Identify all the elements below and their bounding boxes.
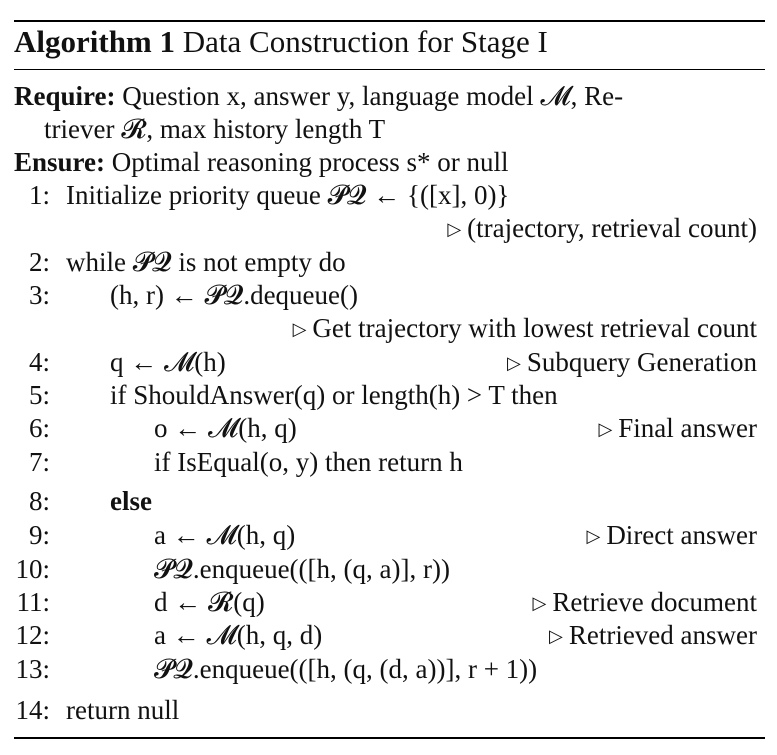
require-line-2 <box>44 113 385 145</box>
line-number: 7: <box>28 447 50 477</box>
algorithm-label: Algorithm 1 <box>14 24 176 59</box>
comment-text: Retrieve document <box>552 587 757 617</box>
line-number: 3: <box>28 280 50 310</box>
line-number: 5: <box>28 380 50 410</box>
code-line: a ← 𝓜(h, q, d) <box>154 620 323 650</box>
comment <box>549 619 757 652</box>
line-number: 4: <box>28 347 50 377</box>
code-line: a ← 𝓜(h, q) <box>154 520 296 550</box>
comment-text: Final answer <box>618 413 757 443</box>
comment <box>447 212 757 245</box>
comment-text: (trajectory, retrieval count) <box>467 213 757 243</box>
comment-text: Get trajectory with lowest retrieval count <box>312 313 757 343</box>
code-line: q ← 𝓜(h) <box>110 347 226 377</box>
code-line: 𝓟𝓠.enqueue(([h, (q, (d, a))], r + 1)) <box>154 654 538 684</box>
line-number: 2: <box>28 247 50 277</box>
line-number: 1: <box>28 180 50 210</box>
ensure-text: Optimal reasoning process s* or null <box>111 147 509 177</box>
comment-text: Retrieved answer <box>568 620 757 650</box>
require-keyword: Require: <box>14 81 116 111</box>
triangle-right-icon: ▷ <box>586 526 601 546</box>
triangle-right-icon: ▷ <box>548 626 563 646</box>
code-line: (h, r) ← 𝓟𝓠.dequeue() <box>110 280 359 310</box>
comment-text: Direct answer <box>606 520 757 550</box>
triangle-right-icon: ▷ <box>506 353 521 373</box>
code-line: 𝓟𝓠.enqueue(([h, (q, a)], r)) <box>154 554 450 584</box>
require-text-1: Question x, answer y, language model 𝓜, Re- <box>122 81 624 111</box>
comment <box>507 346 757 379</box>
require-line-1 <box>14 80 623 112</box>
line-number: 12: <box>15 620 50 650</box>
algorithm-title <box>14 24 548 60</box>
top-rule <box>14 20 765 22</box>
triangle-right-icon: ▷ <box>292 319 307 339</box>
comment-text: Subquery Generation <box>526 347 757 377</box>
title-rule <box>14 69 765 70</box>
code-line: if IsEqual(o, y) then return h <box>154 447 463 477</box>
line-number: 10: <box>15 554 50 584</box>
line-number: 6: <box>28 413 50 443</box>
triangle-right-icon: ▷ <box>598 419 613 439</box>
triangle-right-icon: ▷ <box>532 593 547 613</box>
line-number: 11: <box>16 587 50 617</box>
comment <box>586 519 757 552</box>
require-text-2: triever 𝓡, max history length T <box>44 114 386 144</box>
algorithm-name: Data Construction for Stage I <box>182 24 548 59</box>
line-number: 9: <box>28 520 50 550</box>
comment <box>598 412 757 445</box>
code-line: Initialize priority queue 𝓟𝓠 ← {([x], 0)} <box>66 180 510 210</box>
ensure-keyword: Ensure: <box>14 147 106 177</box>
bottom-rule <box>14 737 765 739</box>
ensure-line <box>14 146 508 178</box>
code-line: o ← 𝓜(h, q) <box>154 413 297 443</box>
code-line: if ShouldAnswer(q) or length(h) > T then <box>110 380 558 410</box>
line-number: 14: <box>15 695 50 725</box>
code-line: d ← 𝓡(q) <box>154 587 265 617</box>
comment <box>532 586 757 619</box>
code-line: return null <box>66 695 180 725</box>
code-line: while 𝓟𝓠 is not empty do <box>66 247 346 277</box>
line-number: 8: <box>28 486 50 516</box>
code-line: else <box>110 486 152 516</box>
comment <box>293 312 757 345</box>
triangle-right-icon: ▷ <box>447 219 462 239</box>
line-number: 13: <box>15 654 50 684</box>
